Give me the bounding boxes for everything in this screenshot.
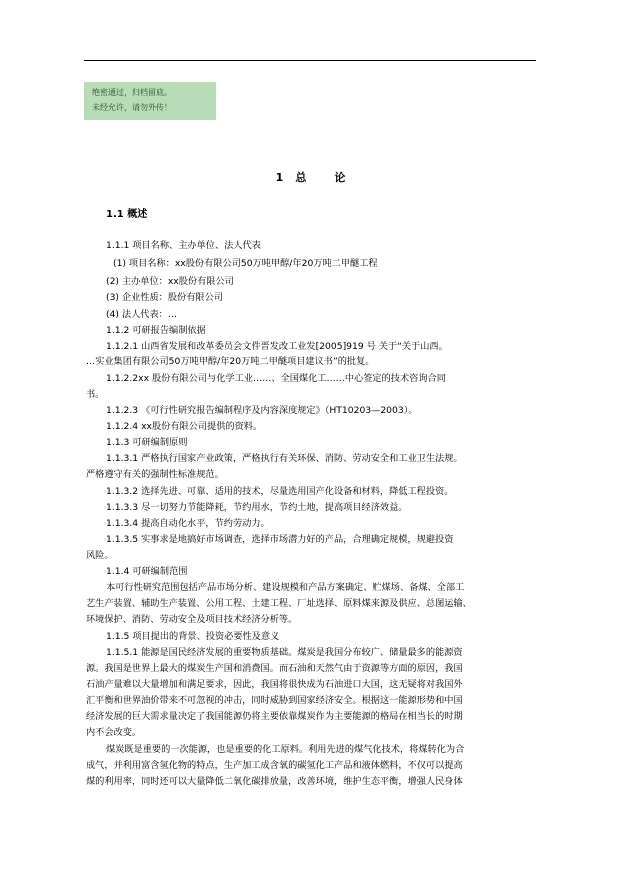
para-line: (4) 法人代表：… <box>106 309 178 320</box>
para-line: 书。 <box>86 389 105 400</box>
para-line: (3) 企业性质：股份有限公司 <box>106 292 223 303</box>
para-line: 1.1.5.1 能源是国民经济发展的重要物质基础。煤炭是我国分布较广、储量最多的能源资 <box>106 647 463 658</box>
para-line: 严格遵守有关的强制性标准规范。 <box>86 469 224 480</box>
para-line: 经济发展的巨大需求量决定了我国能源仍将主要依靠煤炭作为主要能源的格局在相当长的时期 <box>86 711 463 722</box>
para-line: 石油产量难以大量增加和满足要求，因此，我国将很快成为石油进口大国，这无疑将对我国外 <box>86 679 463 690</box>
notice-line-2: 未经允许，请勿外传！ <box>92 103 172 112</box>
header-rule <box>84 60 536 61</box>
para-line: 1.1.3.1 严格执行国家产业政策，严格执行有关环保、消防、劳动安全和工业卫生法规。 <box>106 453 463 464</box>
para-line: 1.1.2.2xx 股份有限公司与化学工业……、全国煤化工……中心签定的技术咨询合同 <box>106 373 446 384</box>
para-line: 1.1.2.4 xx股份有限公司提供的资料。 <box>106 421 263 432</box>
para-line: 源。我国是世界上最大的煤炭生产国和消费国。而石油和天然气由于资源等方面的原因，我国 <box>86 663 463 674</box>
para-line: 1.1.3.3 尽一切努力节能降耗，节约用水，节约土地，提高项目经济效益。 <box>106 502 408 513</box>
notice-box <box>84 82 216 120</box>
para-line: 1.1.2.3 《可行性研究报告编制程序及内容深度规定》（HT10203—2003）。 <box>106 405 418 416</box>
chapter-title-part2: 论 <box>334 171 346 184</box>
section-heading: 1.1 概述 <box>106 209 148 220</box>
notice-line-1: 绝密通过，归档留底。 <box>92 88 172 97</box>
para-line: 煤炭既是重要的一次能源，也是重要的化工原料。利用先进的煤气化技术，将煤转化为合 <box>106 744 465 755</box>
para-line: 1.1.2.1 山西省发展和改革委员会文件晋发改工业发[2005]919 号 关于“关于山西。 <box>106 341 448 352</box>
para-line: 1.1.1 项目名称、主办单位、法人代表 <box>106 240 261 251</box>
para-line: 1.1.3 可研编制原则 <box>106 437 188 448</box>
chapter-title <box>0 169 621 185</box>
para-line: 煤的利用率，同时还可以大量降低二氧化碳排放量，改善环境，维护生态平衡，增强人民身体 <box>86 776 463 787</box>
chapter-number: 1 <box>275 171 284 184</box>
para-line: 本可行性研究范围包括产品市场分析、建设规模和产品方案确定、贮煤场、备煤、全部工 <box>106 582 465 593</box>
para-line: 1.1.3.2 选择先进、可靠、适用的技术，尽量选用国产化设备和材料，降低工程投资。 <box>106 486 454 497</box>
para-line: (1) 项目名称：xx股份有限公司50万吨甲醇/年20万吨二甲醚工程 <box>113 258 378 269</box>
para-line: 1.1.3.5 实事求是地搞好市场调查，选择市场潜力好的产品，合理确定规模，规避投资 <box>106 534 454 545</box>
para-line: 1.1.3.4 提高自动化水平，节约劳动力。 <box>106 518 270 529</box>
para-line: 汇平衡和世界油价带来不可忽视的冲击，同时威胁到国家经济安全。根据这一能源形势和中国 <box>86 695 463 706</box>
para-line: 艺生产装置、辅助生产装置、公用工程、土建工程、厂址选择、原料煤来源及供应、总图运输、 <box>86 598 472 609</box>
para-line: 环境保护、消防、劳动安全及项目技术经济分析等。 <box>86 614 298 625</box>
para-line: 内不会改变。 <box>86 727 142 738</box>
para-line: 1.1.5 项目提出的背景、投资必要性及意义 <box>106 631 280 642</box>
chapter-title-part1: 总 <box>295 171 307 184</box>
para-line: …实业集团有限公司50万吨甲醇/年20万吨二甲醚项目建议书”的批复。 <box>86 356 375 367</box>
para-line: (2) 主办单位：xx股份有限公司 <box>106 276 234 287</box>
para-line: 成气，并利用富含氢化物的特点，生产加工成含氧的碳氢化工产品和液体燃料，不仅可以提高 <box>86 760 463 771</box>
para-line: 1.1.4 可研编制范围 <box>106 566 188 577</box>
para-line: 风险。 <box>86 550 114 561</box>
para-line: 1.1.2 可研报告编制依据 <box>106 325 206 336</box>
